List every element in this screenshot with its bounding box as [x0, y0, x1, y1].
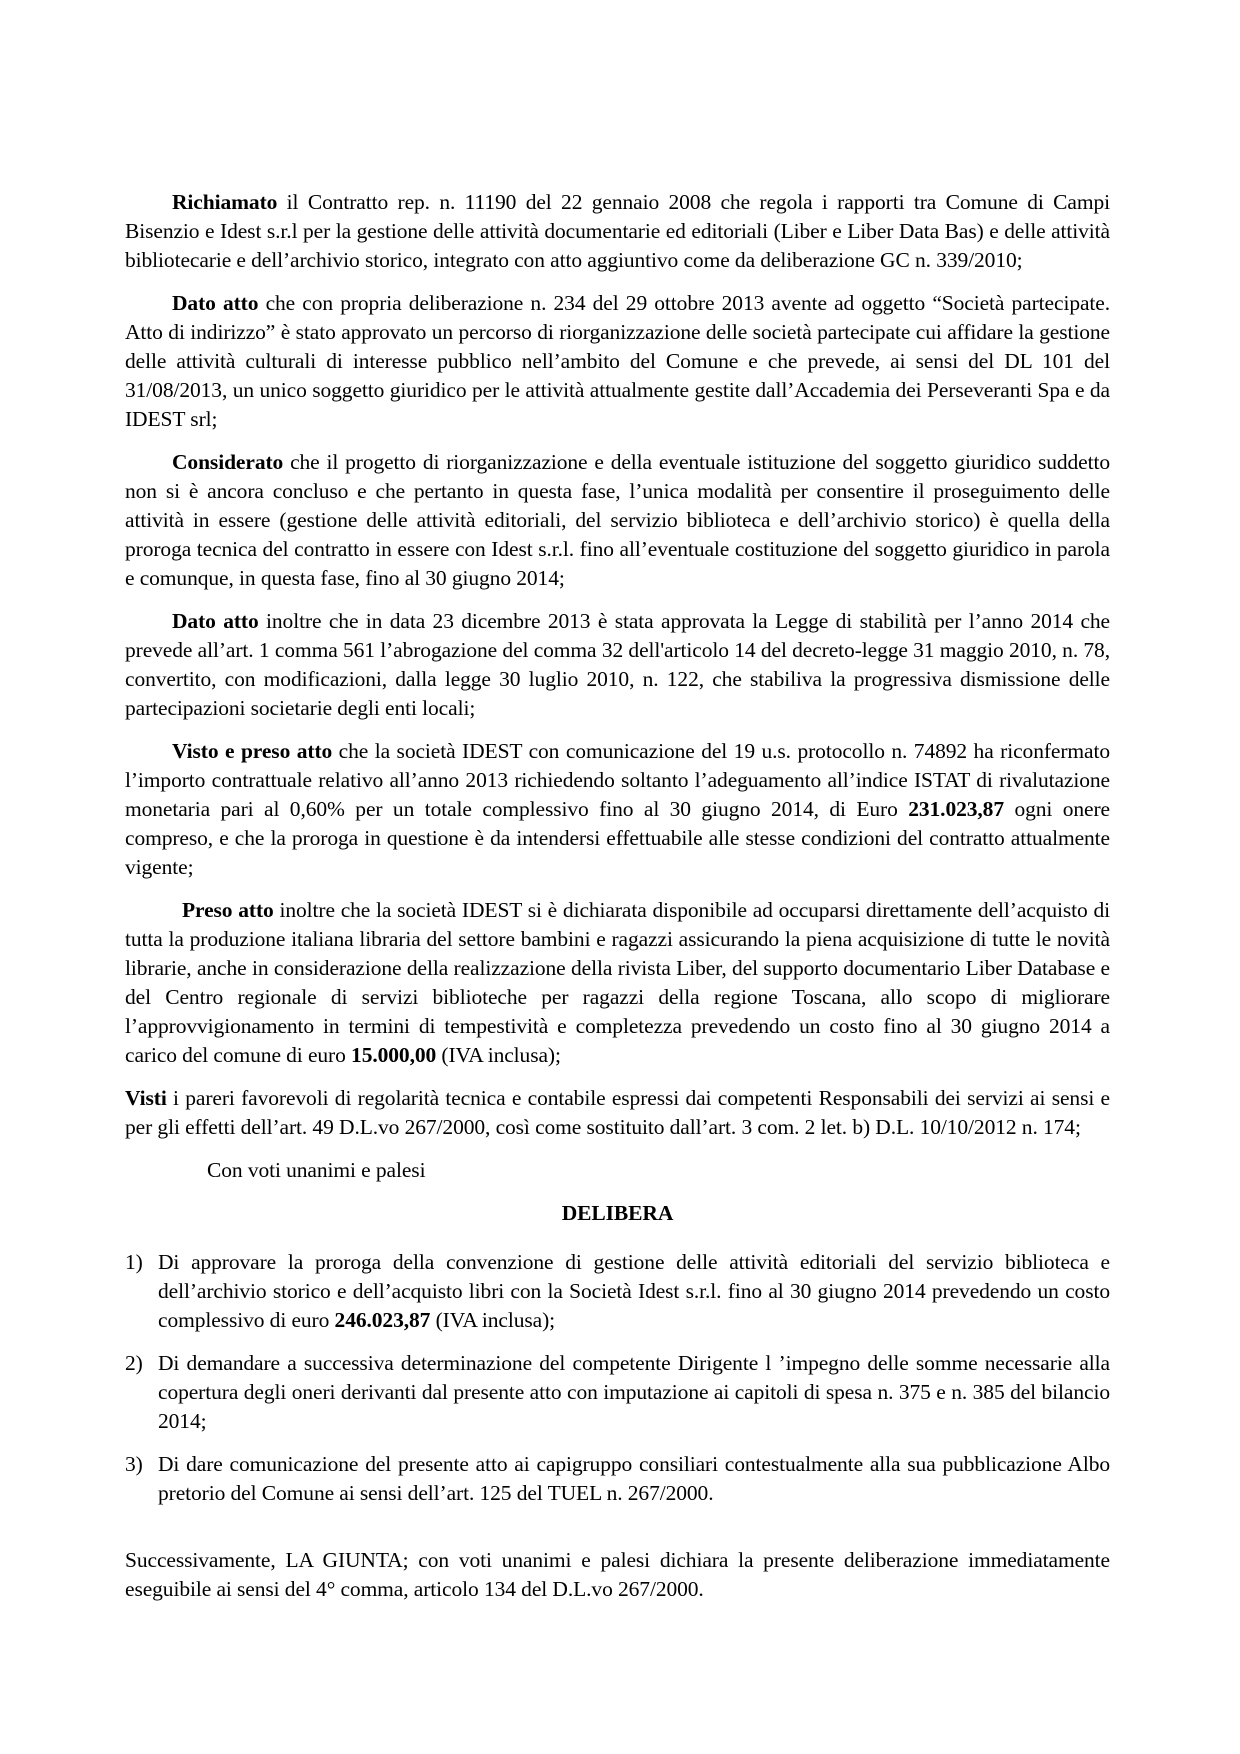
paragraph-esecutivita: Successivamente, LA GIUNTA; con voti unanimi e palesi dichiara la presente deliberazione immediatamente eseguibile ai sensi del 4° comma, articolo 134 del D.L.vo 267/2000. — [125, 1548, 1110, 1601]
paragraph-richiamato: Richiamato il Contratto rep. n. 11190 del 22 gennaio 2008 che regola i rapporti tra Comune di Campi Bisenzio e Idest s.r.l per la gestione delle attività documentarie ed editoriali (Liber e Liber Data Bas) e delle attività bibliotecarie e dell’archivio storico, integrato con atto aggiuntivo come da deliberazione GC n. 339/2010; — [125, 190, 1110, 272]
list-item-number: 2) — [125, 1351, 143, 1375]
list-item-text: Di demandare a successiva determinazione del competente Dirigente l ’impegno delle somme necessarie alla copertura degli oneri derivanti dal presente atto con imputazione ai capitoli di spesa n. 375 e n. 385 del bilancio 2014; — [158, 1351, 1110, 1433]
list-item-number: 3) — [125, 1452, 143, 1476]
delibera-item-3 — [125, 1450, 1110, 1508]
paragraph-con-voti: Con voti unanimi e palesi — [207, 1158, 426, 1182]
list-item-text: Di approvare la proroga della convenzione di gestione delle attività editoriali del servizio biblioteca e dell’archivio storico e dell’acquisto libri con la Società Idest s.r.l. fino al 30 giugno 2014 prevedendo un costo complessivo di euro 246.023,87 (IVA inclusa); — [158, 1250, 1110, 1332]
paragraph-visti: Visti i pareri favorevoli di regolarità tecnica e contabile espressi dai competenti Responsabili dei servizi ai sensi e per gli effetti dell’art. 49 D.L.vo 267/2000, così come sostituito dall’art. 3 com. 2 let. b) D.L. 10/10/2012 n. 174; — [125, 1086, 1110, 1139]
paragraph-dato-atto-inoltre: Dato atto inoltre che in data 23 dicembre 2013 è stata approvata la Legge di stabilità per l’anno 2014 che prevede all’art. 1 comma 561 l’abrogazione del comma 32 dell'articolo 14 del decreto-legge 31 maggio 2010, n. 78, convertito, con modificazioni, dalla legge 30 luglio 2010, n. 122, che stabiliva la progressiva dismissione delle partecipazioni societarie degli enti locali; — [125, 609, 1110, 720]
delibera-item-1 — [125, 1248, 1110, 1335]
delibera-heading: DELIBERA — [561, 1201, 674, 1225]
list-item-number: 1) — [125, 1250, 143, 1274]
paragraph-preso-atto: Preso atto inoltre che la società IDEST si è dichiarata disponibile ad occuparsi direttamente dell’acquisto di tutta la produzione italiana libraria del settore bambini e ragazzi assicurando la piena acquisizione di tutte le novità librarie, anche in considerazione della realizzazione della rivista Liber, del supporto documentario Liber Database e del Centro regionale di servizi biblioteche per ragazzi della regione Toscana, allo scopo di migliorare l’approvvigionamento in termini di tempestività e completezza prevedendo un costo fino al 30 giugno 2014 a carico del comune di euro 15.000,00 (IVA inclusa); — [125, 898, 1110, 1067]
paragraph-visto-e-preso-atto: Visto e preso atto che la società IDEST con comunicazione del 19 u.s. protocollo n. 74892 ha riconfermato l’importo contrattuale relativo all’anno 2013 richiedendo soltanto l’adeguamento all’indice ISTAT di rivalutazione monetaria pari al 0,60% per un totale complessivo fino al 30 giugno 2014, di Euro 231.023,87 ogni onere compreso, e che la proroga in questione è da intendersi effettuabile alle stesse condizioni del contratto attualmente vigente; — [125, 739, 1110, 879]
delibera-item-2 — [125, 1349, 1110, 1436]
list-item-text: Di dare comunicazione del presente atto ai capigruppo consiliari contestualmente alla sua pubblicazione Albo pretorio del Comune ai sensi dell’art. 125 del TUEL n. 267/2000. — [158, 1452, 1110, 1505]
paragraph-considerato: Considerato che il progetto di riorganizzazione e della eventuale istituzione del soggetto giuridico suddetto non si è ancora concluso e che pertanto in questa fase, l’unica modalità per consentire il proseguimento delle attività in essere (gestione delle attività editoriali, del servizio biblioteca e dell’archivio storico) è quella della proroga tecnica del contratto in essere con Idest s.r.l. fino all’eventuale costituzione del soggetto giuridico in parola e comunque, in questa fase, fino al 30 giugno 2014; — [125, 450, 1110, 590]
document-body — [125, 188, 1110, 1618]
paragraph-dato-atto: Dato atto che con propria deliberazione n. 234 del 29 ottobre 2013 avente ad oggetto “Società partecipate. Atto di indirizzo” è stato approvato un percorso di riorganizzazione delle società partecipate cui affidare la gestione delle attività culturali di interesse pubblico nell’ambito del Comune e che prevede, ai sensi del DL 101 del 31/08/2013, un unico soggetto giuridico per le attività attualmente gestite dall’Accademia dei Perseveranti Spa e da IDEST srl; — [125, 291, 1110, 431]
